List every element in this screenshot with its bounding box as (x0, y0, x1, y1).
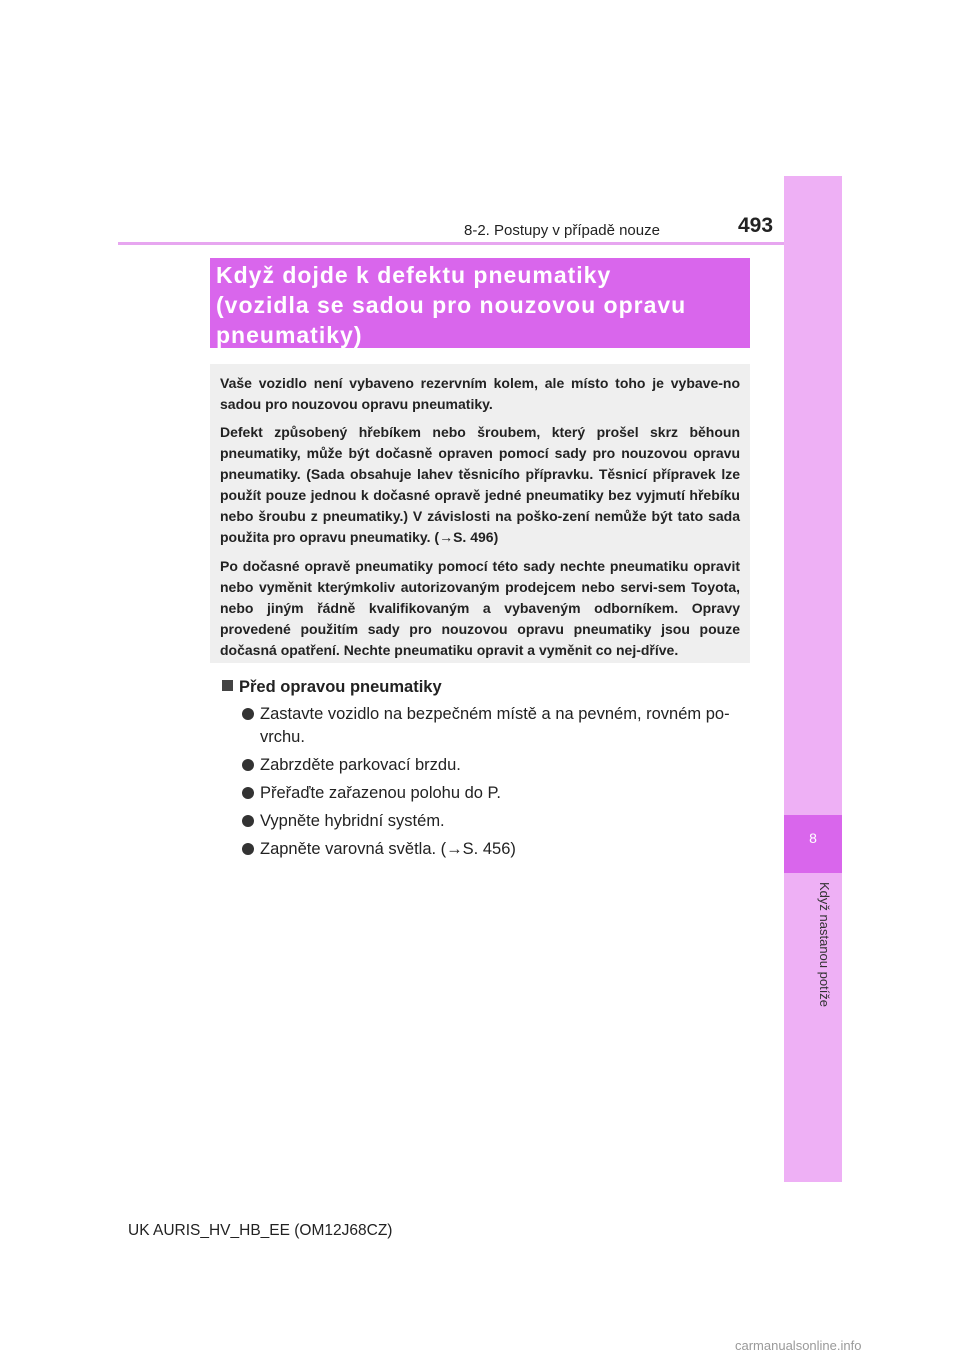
list-item-text: Zapněte varovná světla. (→S. 456) (260, 840, 516, 858)
footer-code: UK AURIS_HV_HB_EE (OM12J68CZ) (128, 1222, 393, 1239)
page-title: Když dojde k defektu pneumatiky (vozidla se sadou pro nouzovou opravu pneumatiky) (216, 262, 687, 348)
intro-paragraph: Defekt způsobený hřebíkem nebo šroubem, který prošel skrz běhoun pneumatiky, může být dočasně opraven pomocí sady pro nouzovou opravu pneumatiky. (Sada obsahuje lahev těsnicího přípravku. Těsnicí přípravek lze použít pouze jednou k dočasné opravě jedné pneumatiky bez vyjmutí hřebíku nebo šroubu z pneumatiky.) V závislosti na poško-zení nemůže být tato sada použita pro opravu pneumatiky. (→S. 496) (220, 424, 740, 545)
section-heading (222, 678, 442, 697)
list-item (242, 703, 746, 749)
list-item (242, 810, 746, 833)
checklist (242, 703, 746, 866)
intro-box (210, 364, 750, 663)
square-bullet-icon (222, 680, 233, 691)
list-item-text: Zastavte vozidlo na bezpečném místě a na pevném, rovném po-vrchu. (260, 705, 730, 746)
bullet-dot-icon (242, 843, 254, 855)
list-item-text: Zabrzděte parkovací brzdu. (260, 756, 461, 774)
intro-paragraph: Vaše vozidlo není vybaveno rezervním kolem, ale místo toho je vybave-no sadou pro nouzovou opravu pneumatiky. (220, 375, 740, 412)
intro-paragraph: Po dočasné opravě pneumatiky pomocí této sady nechte pneumatiku opravit nebo vyměnit kterýmkoliv autorizovaným prodejcem nebo servi-sem Toyota, nebo jiným řádně kvalifikovaným a vybaveným odborníkem. Opravy provedené použitím sady pro nouzovou opravu pneumatiky jsou pouze dočasná opatření. Nechte pneumatiku opravit a vyměnit co nej-dříve. (220, 558, 740, 658)
header-rule (118, 242, 784, 245)
title-banner (210, 258, 750, 348)
list-item (242, 782, 746, 805)
bullet-dot-icon (242, 759, 254, 771)
bullet-dot-icon (242, 708, 254, 720)
section-heading-text: Před opravou pneumatiky (239, 678, 442, 696)
side-tab-number: 8 (809, 830, 817, 846)
header-section-title: 8-2. Postupy v případě nouze (464, 222, 660, 239)
list-item (242, 838, 746, 861)
watermark: carmanualsonline.info (735, 1338, 862, 1353)
list-item-text: Vypněte hybridní systém. (260, 812, 445, 830)
list-item-text: Přeřaďte zařazenou polohu do P. (260, 784, 502, 802)
page-number: 493 (738, 214, 774, 237)
side-tab-label: Když nastanou potíže (817, 882, 832, 1008)
list-item (242, 754, 746, 777)
bullet-dot-icon (242, 787, 254, 799)
bullet-dot-icon (242, 815, 254, 827)
